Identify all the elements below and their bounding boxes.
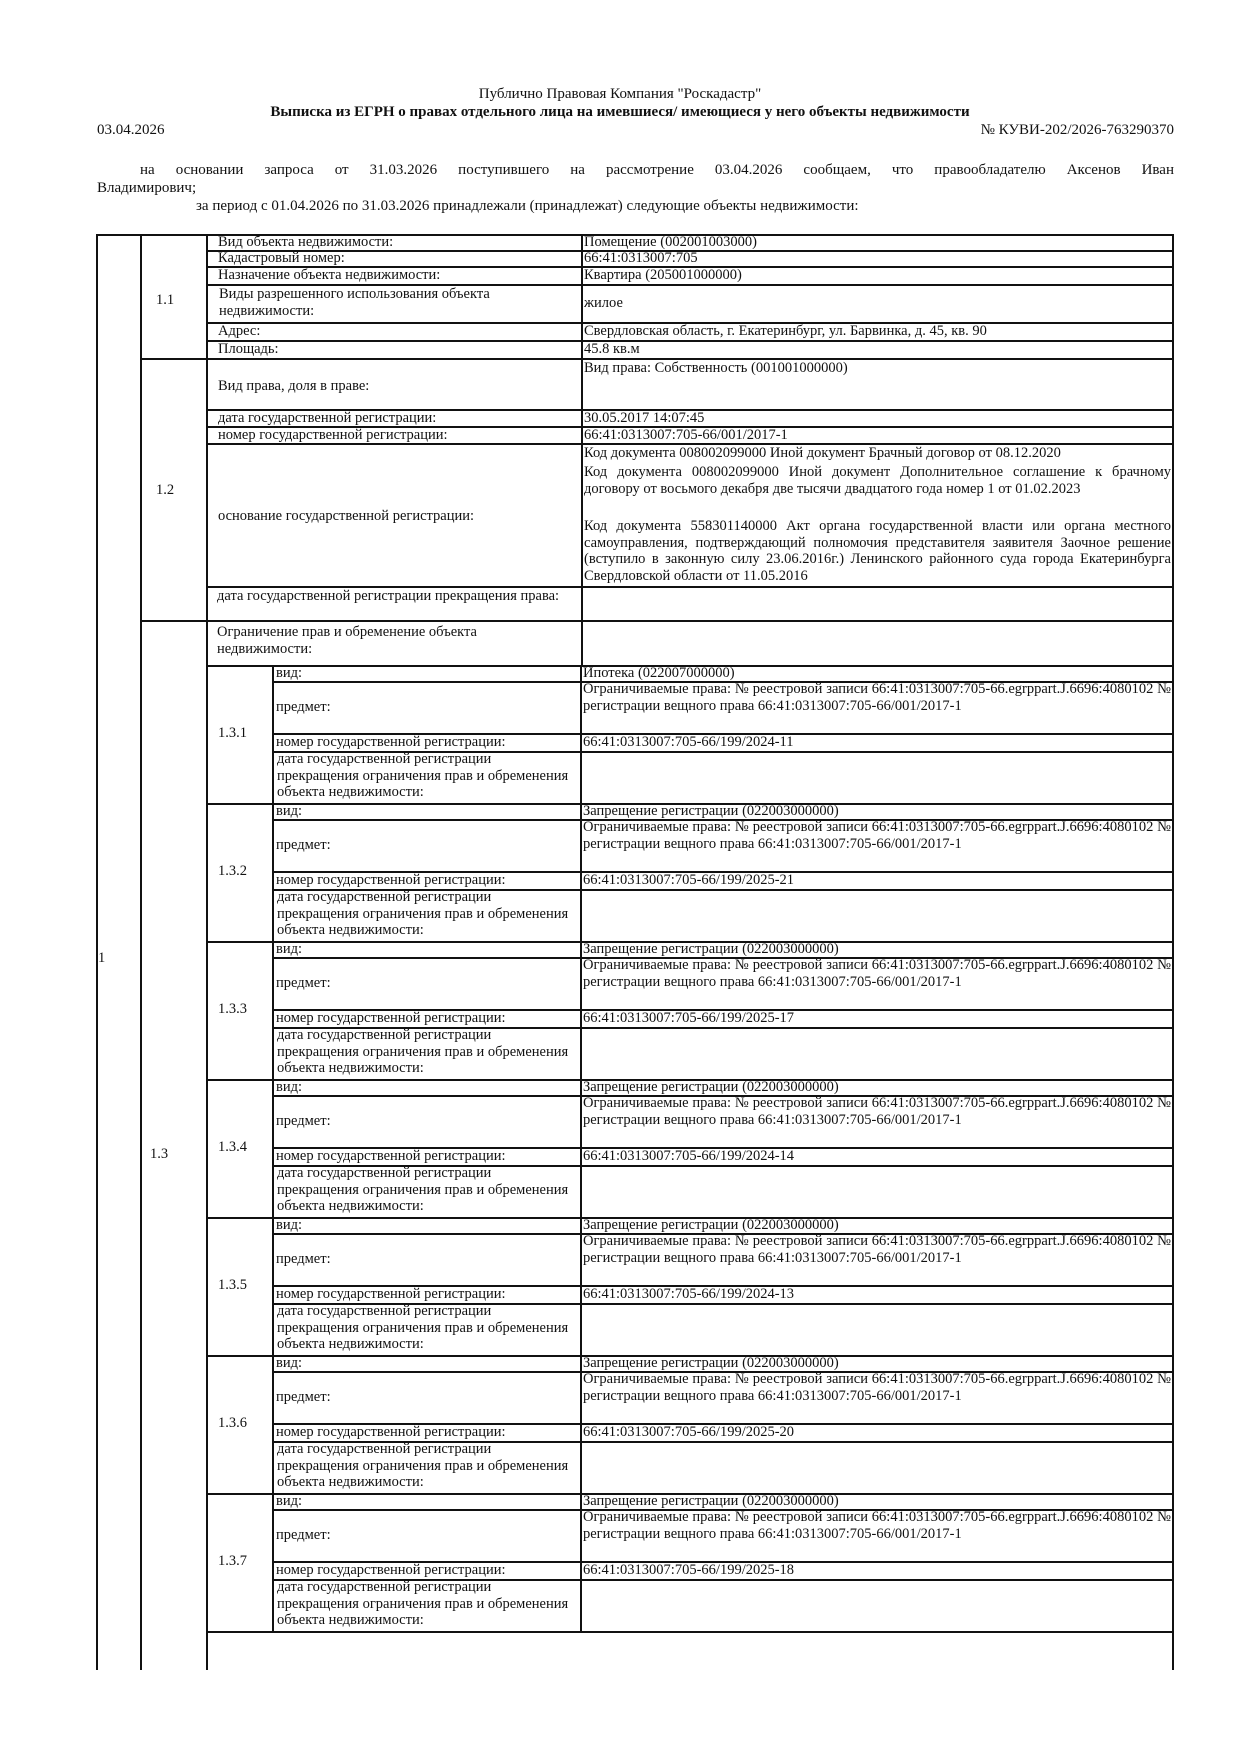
basis-label: основание государственной регистрации: <box>218 508 475 524</box>
reg-number-value: 66:41:0313007:705-66/199/2024-14 <box>583 1148 795 1164</box>
subject-label: предмет: <box>276 1527 331 1543</box>
subject-label: предмет: <box>276 975 331 991</box>
encumbrance-number: 1.3.6 <box>218 1415 247 1431</box>
basis-doc: Код документа 558301140000 Акт органа государственной власти или органа местного самоуправления, подтверждающий полномочия представителя заявителя Заочное решение (вступило в законную силу 23.06.2016г.) Ленинского районного суда города Екатеринбурга Свердловской области от 11.05.2016 <box>584 518 1171 585</box>
termination-label: дата государственной регистрации прекращения ограничения прав и обременения объекта недвижимости: <box>277 889 569 939</box>
termination-label: дата государственной регистрации прекращения ограничения прав и обременения объекта недвижимости: <box>277 1303 569 1353</box>
subject-label: предмет: <box>276 699 331 715</box>
field-label: Вид объекта недвижимости: <box>218 234 394 250</box>
kind-label: вид: <box>276 1355 303 1371</box>
intro-line-2: Владимирович; <box>97 180 197 196</box>
subject-value: Ограничиваемые права: № реестровой записи 66:41:0313007:705-66.egrppart.J.6696:4080102 № регистрации вещного права 66:41:0313007:705-66/001/2017-1 <box>583 1509 1171 1542</box>
document-title: Выписка из ЕГРН о правах отдельного лица на имевшиеся/ имеющиеся у него объекты недвижимости <box>270 104 970 120</box>
termination-label: дата государственной регистрации прекращения ограничения прав и обременения объекта недвижимости: <box>277 1441 569 1491</box>
org-name: Публично Правовая Компания "Роскадастр" <box>478 86 762 102</box>
encumbrance-number: 1.3.2 <box>218 863 247 879</box>
field-value: 66:41:0313007:705 <box>584 250 698 266</box>
encumbrance-number: 1.3.1 <box>218 725 247 741</box>
kind-value: Запрещение регистрации (022003000000) <box>583 941 839 957</box>
subject-label: предмет: <box>276 1389 331 1405</box>
reg-number-label: номер государственной регистрации: <box>218 427 448 443</box>
section-number: 1.1 <box>156 292 175 308</box>
basis-doc: Код документа 008002099000 Иной документ Дополнительное соглашение к брачному договору от восьмого декабря две тысячи двадцатого года номер 1 от 01.02.2023 <box>584 464 1171 497</box>
reg-number-value: 66:41:0313007:705-66/001/2017-1 <box>584 427 788 443</box>
kind-value: Запрещение регистрации (022003000000) <box>583 1217 839 1233</box>
field-value: Свердловская область, г. Екатеринбург, ул. Барвинка, д. 45, кв. 90 <box>584 323 987 339</box>
kind-label: вид: <box>276 1493 303 1509</box>
reg-date-value: 30.05.2017 14:07:45 <box>584 410 705 426</box>
field-value: Квартира (205001000000) <box>584 267 742 283</box>
subject-label: предмет: <box>276 1251 331 1267</box>
subject-value: Ограничиваемые права: № реестровой записи 66:41:0313007:705-66.egrppart.J.6696:4080102 № регистрации вещного права 66:41:0313007:705-66/001/2017-1 <box>583 681 1171 714</box>
field-value: 45.8 кв.м <box>584 341 640 357</box>
kind-label: вид: <box>276 1217 303 1233</box>
reg-number-label: номер государственной регистрации: <box>276 1562 506 1578</box>
termination-label: дата государственной регистрации прекращения ограничения прав и обременения объекта недвижимости: <box>277 1579 569 1629</box>
subject-label: предмет: <box>276 1113 331 1129</box>
reg-number-value: 66:41:0313007:705-66/199/2025-21 <box>583 872 795 888</box>
basis-doc: Код документа 008002099000 Иной документ Брачный договор от 08.12.2020 <box>584 445 1061 461</box>
field-value: жилое <box>584 295 623 311</box>
reg-number-label: номер государственной регистрации: <box>276 872 506 888</box>
kind-value: Ипотека (022007000000) <box>583 665 735 681</box>
field-label: Назначение объекта недвижимости: <box>218 267 441 283</box>
right-type-value: Вид права: Собственность (001001000000) <box>584 360 848 376</box>
subject-value: Ограничиваемые права: № реестровой записи 66:41:0313007:705-66.egrppart.J.6696:4080102 № регистрации вещного права 66:41:0313007:705-66/001/2017-1 <box>583 819 1171 852</box>
reg-number-value: 66:41:0313007:705-66/199/2025-17 <box>583 1010 795 1026</box>
subject-value: Ограничиваемые права: № реестровой записи 66:41:0313007:705-66.egrppart.J.6696:4080102 № регистрации вещного права 66:41:0313007:705-66/001/2017-1 <box>583 1095 1171 1128</box>
subject-value: Ограничиваемые права: № реестровой записи 66:41:0313007:705-66.egrppart.J.6696:4080102 № регистрации вещного права 66:41:0313007:705-66/001/2017-1 <box>583 1371 1171 1404</box>
termination-label: дата государственной регистрации прекращения права: <box>217 588 560 604</box>
restrictions-title: Ограничение прав и обременение объекта недвижимости: <box>217 624 477 657</box>
field-label: Площадь: <box>218 341 279 357</box>
kind-value: Запрещение регистрации (022003000000) <box>583 1079 839 1095</box>
encumbrance-number: 1.3.5 <box>218 1277 247 1293</box>
reg-number-label: номер государственной регистрации: <box>276 1148 506 1164</box>
field-label: Кадастровый номер: <box>218 250 345 266</box>
reg-number-value: 66:41:0313007:705-66/199/2025-20 <box>583 1424 795 1440</box>
section-number: 1.3 <box>150 1146 169 1162</box>
subject-value: Ограничиваемые права: № реестровой записи 66:41:0313007:705-66.egrppart.J.6696:4080102 № регистрации вещного права 66:41:0313007:705-66/001/2017-1 <box>583 1233 1171 1266</box>
reg-number-value: 66:41:0313007:705-66/199/2024-13 <box>583 1286 795 1302</box>
document-number: № КУВИ-202/2026-763290370 <box>980 122 1174 138</box>
encumbrance-number: 1.3.7 <box>218 1553 247 1569</box>
encumbrance-number: 1.3.4 <box>218 1139 247 1155</box>
kind-label: вид: <box>276 1079 303 1095</box>
right-type-label: Вид права, доля в праве: <box>218 378 370 394</box>
reg-number-label: номер государственной регистрации: <box>276 1286 506 1302</box>
termination-label: дата государственной регистрации прекращения ограничения прав и обременения объекта недвижимости: <box>277 1165 569 1215</box>
intro-line-3: за период с 01.04.2026 по 31.03.2026 принадлежали (принадлежат) следующие объекты недвижимости: <box>196 198 859 214</box>
reg-number-value: 66:41:0313007:705-66/199/2025-18 <box>583 1562 795 1578</box>
subject-label: предмет: <box>276 837 331 853</box>
field-label: Адрес: <box>218 323 261 339</box>
termination-label: дата государственной регистрации прекращения ограничения прав и обременения объекта недвижимости: <box>277 751 569 801</box>
intro-line-1: на основании запроса от 31.03.2026 поступившего на рассмотрение 03.04.2026 сообщаем, что правообладателю Аксенов Иван <box>140 162 1174 178</box>
kind-value: Запрещение регистрации (022003000000) <box>583 1493 839 1509</box>
section-number: 1.2 <box>156 482 175 498</box>
reg-number-label: номер государственной регистрации: <box>276 1424 506 1440</box>
row-number: 1 <box>98 950 106 966</box>
reg-number-label: номер государственной регистрации: <box>276 1010 506 1026</box>
document-date: 03.04.2026 <box>97 122 165 138</box>
reg-number-value: 66:41:0313007:705-66/199/2024-11 <box>583 734 794 750</box>
field-value: Помещение (002001003000) <box>584 234 757 250</box>
kind-label: вид: <box>276 941 303 957</box>
kind-value: Запрещение регистрации (022003000000) <box>583 1355 839 1371</box>
kind-label: вид: <box>276 803 303 819</box>
reg-number-label: номер государственной регистрации: <box>276 734 506 750</box>
field-label: Виды разрешенного использования объекта недвижимости: <box>219 286 490 319</box>
encumbrance-number: 1.3.3 <box>218 1001 247 1017</box>
kind-label: вид: <box>276 665 303 681</box>
kind-value: Запрещение регистрации (022003000000) <box>583 803 839 819</box>
reg-date-label: дата государственной регистрации: <box>218 410 437 426</box>
subject-value: Ограничиваемые права: № реестровой записи 66:41:0313007:705-66.egrppart.J.6696:4080102 № регистрации вещного права 66:41:0313007:705-66/001/2017-1 <box>583 957 1171 990</box>
termination-label: дата государственной регистрации прекращения ограничения прав и обременения объекта недвижимости: <box>277 1027 569 1077</box>
